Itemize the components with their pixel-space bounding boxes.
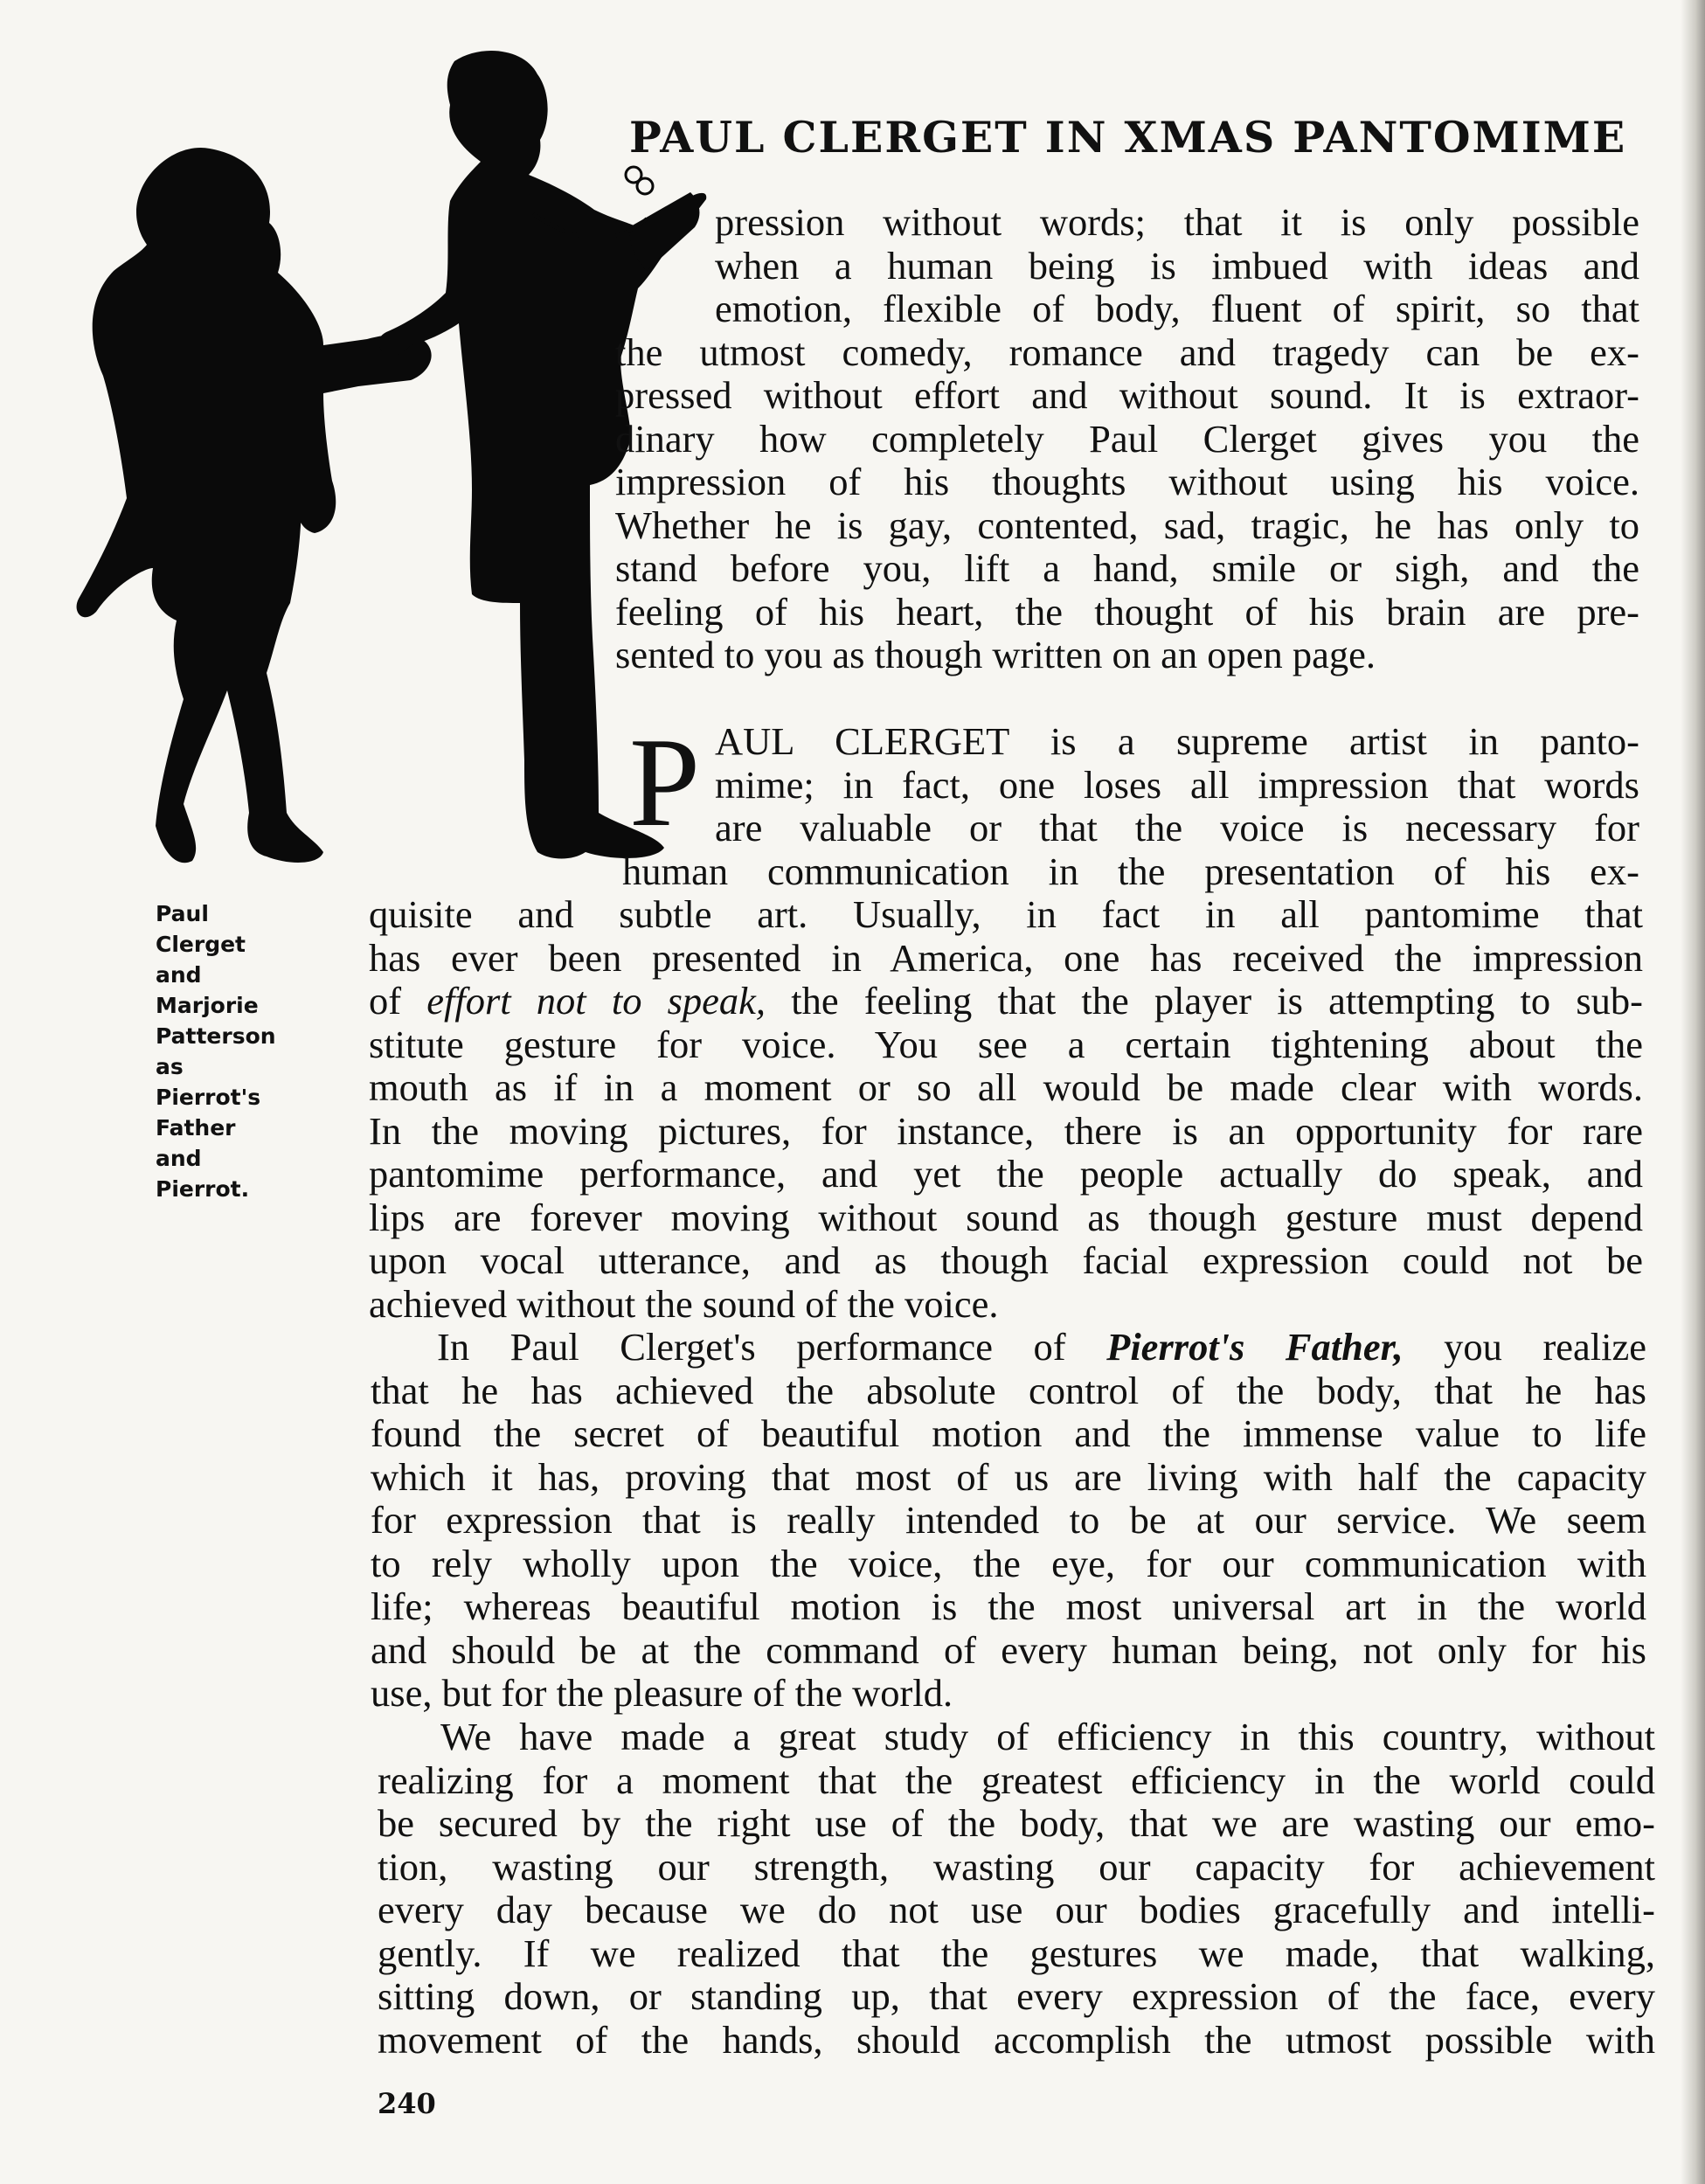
text-line: tion, wasting our strength, wasting our capacity for achievement	[378, 1844, 1655, 1889]
caption-line: Marjorie	[156, 993, 259, 1018]
text-line: every day because we do not use our bodies gracefully and intelli-	[378, 1888, 1655, 1931]
paragraph-2-body	[369, 893, 1643, 1326]
caption-line: Paul	[156, 901, 209, 926]
text-line: emotion, flexible of body, fluent of spirit, so that	[715, 287, 1639, 330]
figure-caption	[156, 898, 330, 1204]
text-line: dinary how completely Paul Clerget gives you the	[615, 416, 1639, 461]
page-number: 240	[378, 2087, 436, 2120]
text-fragment: the feeling that the player is attempting to sub-	[766, 979, 1643, 1023]
text-line: We have made a great study of efficiency in this country, without	[440, 1715, 1655, 1758]
text-line-with-title	[371, 1326, 1646, 1369]
text-line: when a human being is imbued with ideas and	[715, 243, 1639, 288]
text-line: pressed without effort and without sound. It is extraor-	[615, 373, 1639, 417]
caption-line: Father	[156, 1115, 236, 1141]
book-shape	[629, 192, 699, 271]
text-line: stitute gesture for voice. You see a certain tightening about the	[369, 1022, 1643, 1066]
text-line: Whether he is gay, contented, sad, tragic, he has only to	[615, 503, 1639, 547]
text-line: which it has, proving that most of us are living with half the capacity	[371, 1454, 1646, 1499]
caption-line: and	[156, 1146, 202, 1171]
text-line: feeling of his heart, the thought of his brain are pre-	[615, 589, 1639, 634]
text-line: and should be at the command of every human being, not only for his	[371, 1627, 1646, 1672]
text-fragment: you realize	[1403, 1325, 1646, 1369]
text-line: mime; in fact, one loses all impression that words	[715, 762, 1639, 807]
caption-line: Pierrot's	[156, 1085, 261, 1110]
text-line: for expression that is really intended to be at our service. We seem	[371, 1498, 1646, 1542]
text-line: sitting down, or standing up, that every expression of the face, every	[378, 1974, 1655, 2018]
text-line: realizing for a moment that the greatest efficiency in the world could	[378, 1758, 1655, 1802]
text-line: lips are forever moving without sound as though gesture must depend	[369, 1195, 1643, 1239]
text-line: impression of his thoughts without using his voice.	[615, 460, 1639, 503]
text-line: that he has achieved the absolute control of the body, that he has	[371, 1368, 1646, 1412]
caption-line: Clerget	[156, 932, 246, 957]
text-line: upon vocal utterance, and as though facial expression could not be	[369, 1238, 1643, 1282]
paragraph-2-dropcap-lines	[715, 720, 1639, 850]
text-line: mouth as if in a moment or so all would be made clear with words.	[369, 1065, 1643, 1109]
paragraph-2-indent-line	[622, 850, 1639, 894]
text-line: pression without words; that it is only possible	[715, 200, 1639, 244]
text-line: AUL CLERGET is a supreme artist in panto-	[715, 719, 1639, 763]
text-line-with-italic	[369, 980, 1643, 1023]
paragraph-1-body	[615, 331, 1639, 677]
paragraph-1-top	[715, 201, 1639, 331]
text-line: movement of the hands, should accomplish the utmost possible with	[378, 2017, 1655, 2062]
text-line: pantomime performance, and yet the people actually do speak, and	[369, 1152, 1643, 1196]
text-line: gently. If we realized that the gestures we made, that walking,	[378, 1931, 1655, 1975]
text-line: the utmost comedy, romance and tragedy can be ex-	[615, 329, 1639, 374]
play-title: Pierrot's Father,	[1106, 1325, 1404, 1369]
italic-phrase: effort not to speak,	[426, 979, 766, 1023]
caption-line: and	[156, 962, 202, 988]
text-fragment: In Paul Clerget's performance of	[437, 1325, 1107, 1369]
page-edge	[1681, 0, 1705, 2184]
text-fragment: of	[369, 979, 427, 1023]
article-title: PAUL CLERGET IN XMAS PANTOMIME	[629, 112, 1627, 163]
text-line: has ever been presented in America, one has received the impression	[369, 935, 1643, 980]
drop-cap: P	[629, 711, 701, 853]
text-line: achieved without the sound of the voice.	[369, 1281, 999, 1326]
text-line: In the moving pictures, for instance, there is an opportunity for rare	[369, 1108, 1643, 1153]
text-line: be secured by the right use of the body, that we are wasting our emo-	[378, 1801, 1655, 1845]
caption-line: Patterson	[156, 1023, 276, 1049]
paragraph-4	[378, 1716, 1655, 2062]
text-line: use, but for the pleasure of the world.	[371, 1671, 953, 1715]
text-line: stand before you, lift a hand, smile or sigh, and the	[615, 546, 1639, 590]
pierrot-silhouette	[77, 148, 432, 863]
text-line: human communication in the presentation of his ex-	[622, 849, 1639, 893]
text-line: to rely wholly upon the voice, the eye, for our communication with	[371, 1541, 1646, 1585]
paragraph-3	[371, 1326, 1646, 1716]
text-line: are valuable or that the voice is necessary for	[715, 806, 1639, 849]
text-line: life; whereas beautiful motion is the most universal art in the world	[371, 1584, 1646, 1628]
caption-line: as	[156, 1054, 184, 1079]
text-line: quisite and subtle art. Usually, in fact in all pantomime that	[369, 892, 1643, 936]
text-line: found the secret of beautiful motion and the immense value to life	[371, 1411, 1646, 1455]
caption-line: Pierrot.	[156, 1176, 250, 1202]
text-line: sented to you as though written on an open page.	[615, 633, 1376, 676]
